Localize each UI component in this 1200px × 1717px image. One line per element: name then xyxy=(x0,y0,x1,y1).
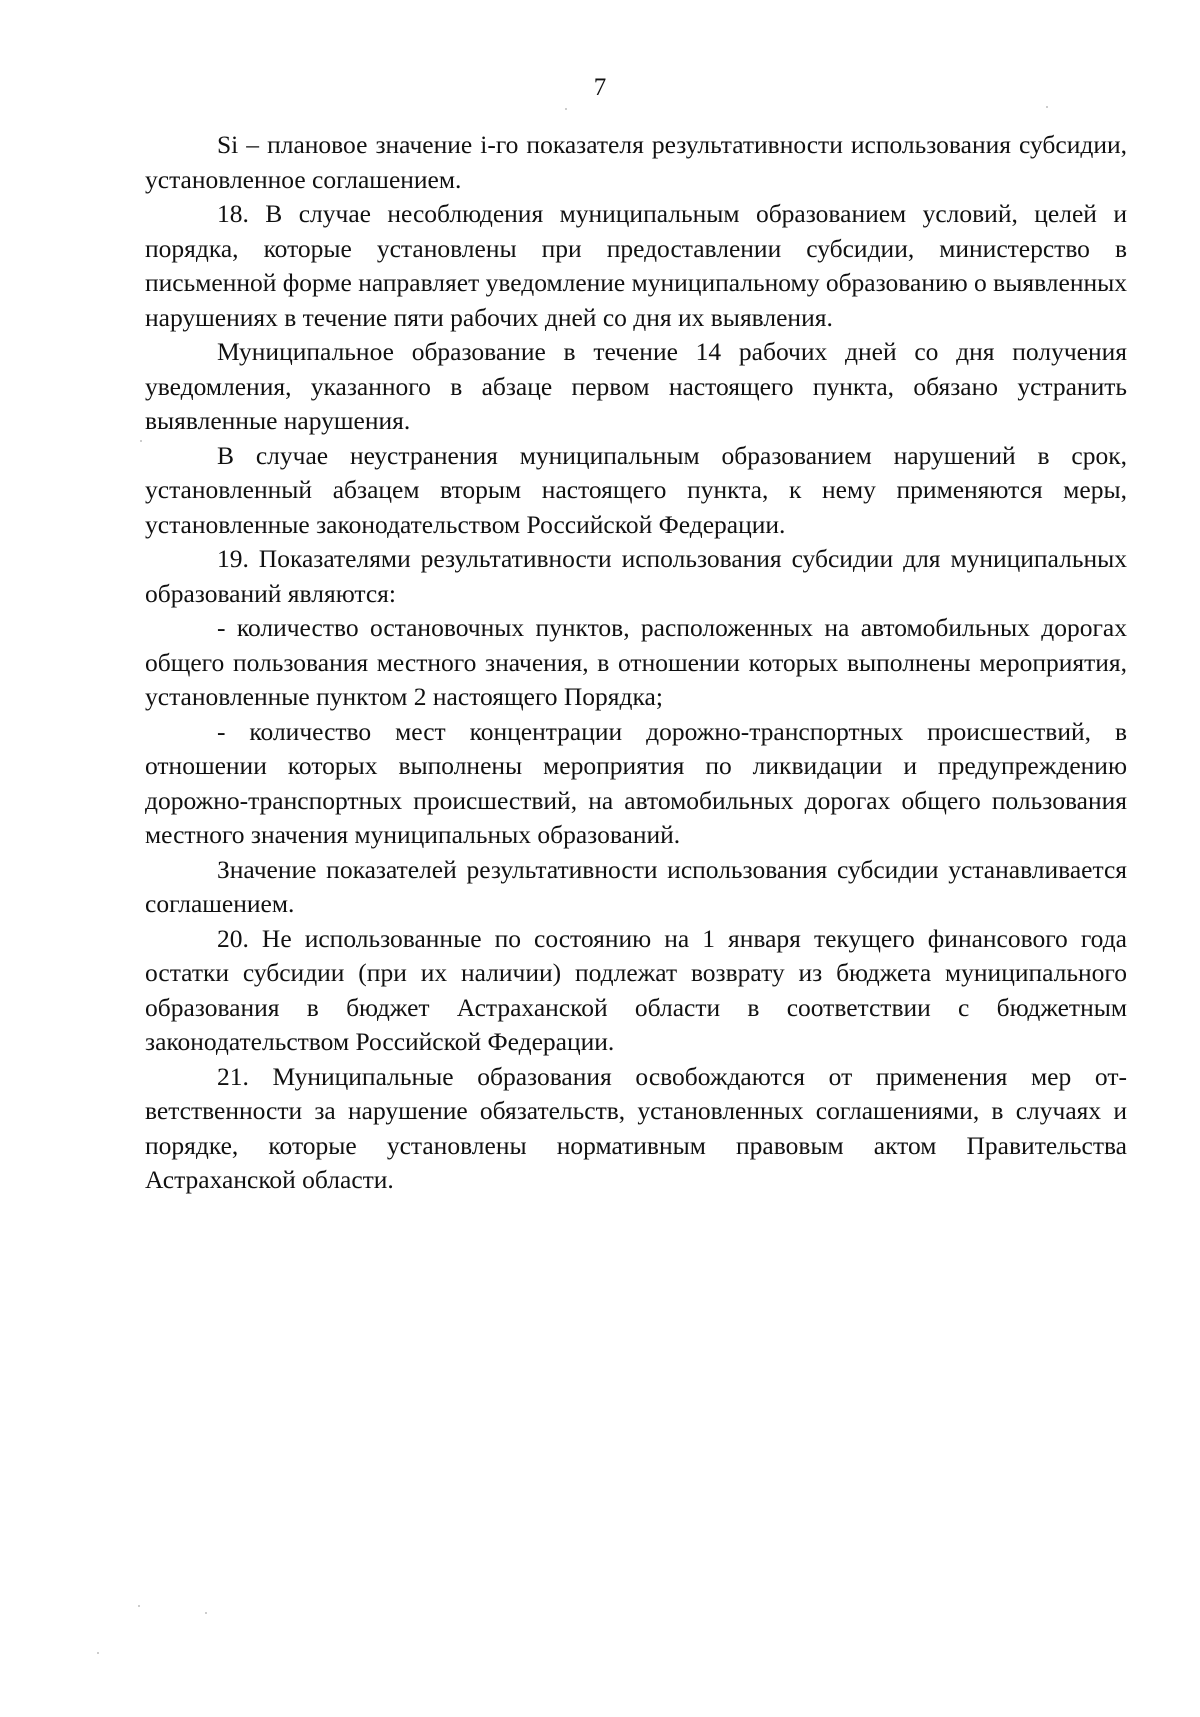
scan-speck xyxy=(1046,106,1048,108)
scan-speck xyxy=(138,1605,140,1607)
scan-speck xyxy=(140,440,142,442)
paragraph-item-19-values: Значение показателей результативности использования субсидии устанавливается соглашением. xyxy=(145,854,1127,918)
paragraph-item-18: 18. В случае несоблюдения муниципальным образованием условий, целей и порядка, которые установлены при предоставлении субсидии, министерство в письменной форме направляет уведомление муниципальному образованию о выявленных нарушениях в течение пяти рабочих дней со дня их выявления. xyxy=(145,199,1127,332)
paragraph-item-19: 19. Показателями результативности использования субсидии для муниципальных образований являются: xyxy=(145,544,1127,608)
page-number: 7 xyxy=(593,74,607,101)
scan-speck xyxy=(565,108,567,110)
document-body xyxy=(145,128,1127,1198)
paragraph-si-definition: Si – плановое значение i-го показателя результативности использования субсидии, установленное соглашением. xyxy=(145,130,1127,194)
paragraph-item-18-measures: В случае неустранения муниципальным образованием нарушений в срок, установленный абзацем вторым настоящего пункта, к нему применяются меры, установленные законодательством Российской Федерации. xyxy=(145,440,1127,539)
paragraph-item-21: 21. Муниципальные образования освобождаются от применения мер ответственности за нарушение обязательств, установленных соглашениями, в случаях и порядке, которые установлены нормативным правовым актом Правительства Астраханской области. xyxy=(145,1061,1127,1194)
paragraph-item-20: 20. Не использованные по состоянию на 1 января текущего финансового года остатки субсидии (при их наличии) подлежат возврату из бюджета муниципального образования в бюджет Астраханской области в соответствии с бюджетным законодательством Российской Федерации. xyxy=(145,923,1127,1056)
scan-speck xyxy=(205,1612,207,1614)
paragraph-item-18-remedy: Муниципальное образование в течение 14 рабочих дней со дня получения уведомления, указанного в абзаце первом настоящего пункта, обязано устранить выявленные нарушения. xyxy=(145,337,1127,435)
paragraph-item-19-bullet-2: - количество мест концентрации дорожно-транспортных происшествий, в отношении которых выполнены мероприятия по ликвидации и предупреждению дорожно-транспортных происшествий, на автомобильных дорогах общего пользования местного значения муниципальных образований. xyxy=(145,716,1127,849)
scan-speck xyxy=(97,1652,99,1654)
paragraph-item-19-bullet-1: - количество остановочных пунктов, расположенных на автомобильных дорогах общего пользования местного значения, в отношении которых выполнены мероприятия, установленные пунктом 2 настоящего Порядка; xyxy=(145,613,1127,711)
